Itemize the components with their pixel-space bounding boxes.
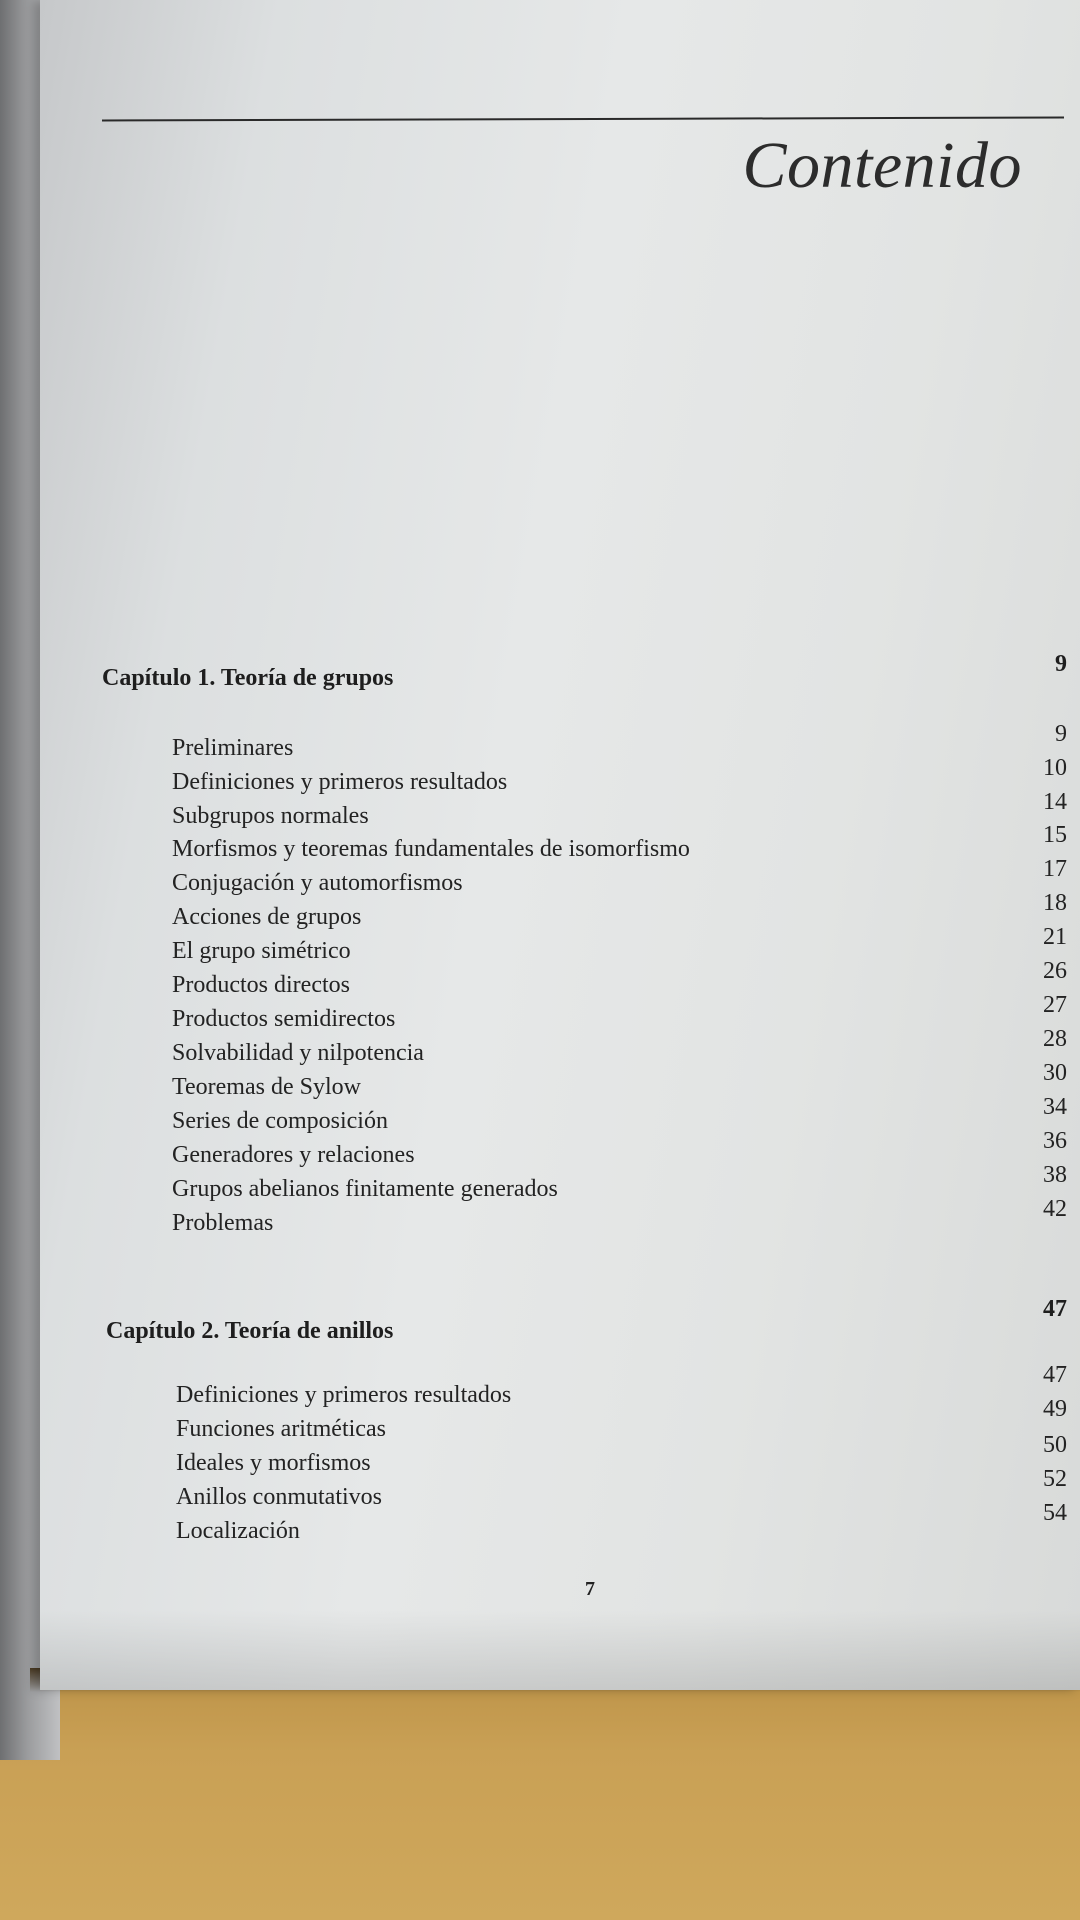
toc-entry-page: 15: [1043, 822, 1067, 848]
chapter-title: Capítulo 1. Teoría de grupos: [102, 665, 394, 691]
toc-entry-title: Series de composición: [172, 1108, 388, 1134]
show-through-text: [600, 180, 612, 233]
toc-entry-title: Solvabilidad y nilpotencia: [172, 1040, 424, 1066]
toc-entry-title: Problemas: [172, 1210, 274, 1236]
toc-entry-page: 54: [1043, 1500, 1067, 1526]
toc-entry-title: Acciones de grupos: [172, 904, 362, 930]
toc-entry-title: Definiciones y primeros resultados: [176, 1382, 512, 1408]
toc-entry-page: 18: [1043, 890, 1067, 916]
chapter-page-number: 47: [1043, 1296, 1067, 1322]
toc-entry-title: Localización: [176, 1518, 300, 1544]
toc-entry-title: Anillos conmutativos: [176, 1484, 382, 1510]
chapter-title: Capítulo 2. Teoría de anillos: [106, 1318, 394, 1344]
page-number: 7: [585, 1578, 595, 1600]
toc-entry-title: Funciones aritméticas: [176, 1416, 386, 1442]
toc-entry-title: El grupo simétrico: [172, 938, 351, 964]
toc-entry-page: 42: [1043, 1196, 1067, 1222]
toc-entry-page: 26: [1043, 958, 1067, 984]
toc-entry-title: Generadores y relaciones: [172, 1142, 415, 1168]
toc-entry-page: 21: [1043, 924, 1067, 950]
book-page: [40, 0, 1080, 1690]
toc-entry-page: 28: [1043, 1026, 1067, 1052]
toc-entry-page: 36: [1043, 1128, 1067, 1154]
toc-entry-title: Subgrupos normales: [172, 803, 369, 829]
toc-entry-title: Ideales y morfismos: [176, 1450, 371, 1476]
toc-entry-page: 27: [1043, 992, 1067, 1018]
toc-entry-page: 17: [1043, 856, 1067, 882]
toc-entry-title: Preliminares: [172, 735, 294, 761]
toc-entry-title: Grupos abelianos finitamente generados: [172, 1176, 558, 1202]
toc-entry-page: 10: [1043, 755, 1067, 781]
page-title: Contenido: [742, 129, 1022, 202]
toc-entry-page: 52: [1043, 1466, 1067, 1492]
header-rule: [102, 116, 1064, 121]
toc-entry-title: Teoremas de Sylow: [172, 1074, 361, 1100]
toc-entry-title: Productos semidirectos: [172, 1006, 396, 1032]
toc-entry-page: 38: [1043, 1162, 1067, 1188]
toc-entry-page: 30: [1043, 1060, 1067, 1086]
toc-entry-title: Productos directos: [172, 972, 350, 998]
toc-entry-page: 14: [1043, 789, 1067, 815]
toc-entry-page: 50: [1043, 1432, 1067, 1458]
toc-entry-title: Conjugación y automorfismos: [172, 870, 463, 896]
toc-entry-page: 47: [1043, 1362, 1067, 1388]
toc-entry-page: 34: [1043, 1094, 1067, 1120]
toc-entry-page: 49: [1043, 1396, 1067, 1422]
toc-entry-page: 9: [1055, 721, 1067, 747]
toc-entry-title: Morfismos y teoremas fundamentales de isomorfismo: [172, 836, 690, 862]
toc-entry-title: Definiciones y primeros resultados: [172, 769, 508, 795]
chapter-page-number: 9: [1055, 651, 1067, 677]
